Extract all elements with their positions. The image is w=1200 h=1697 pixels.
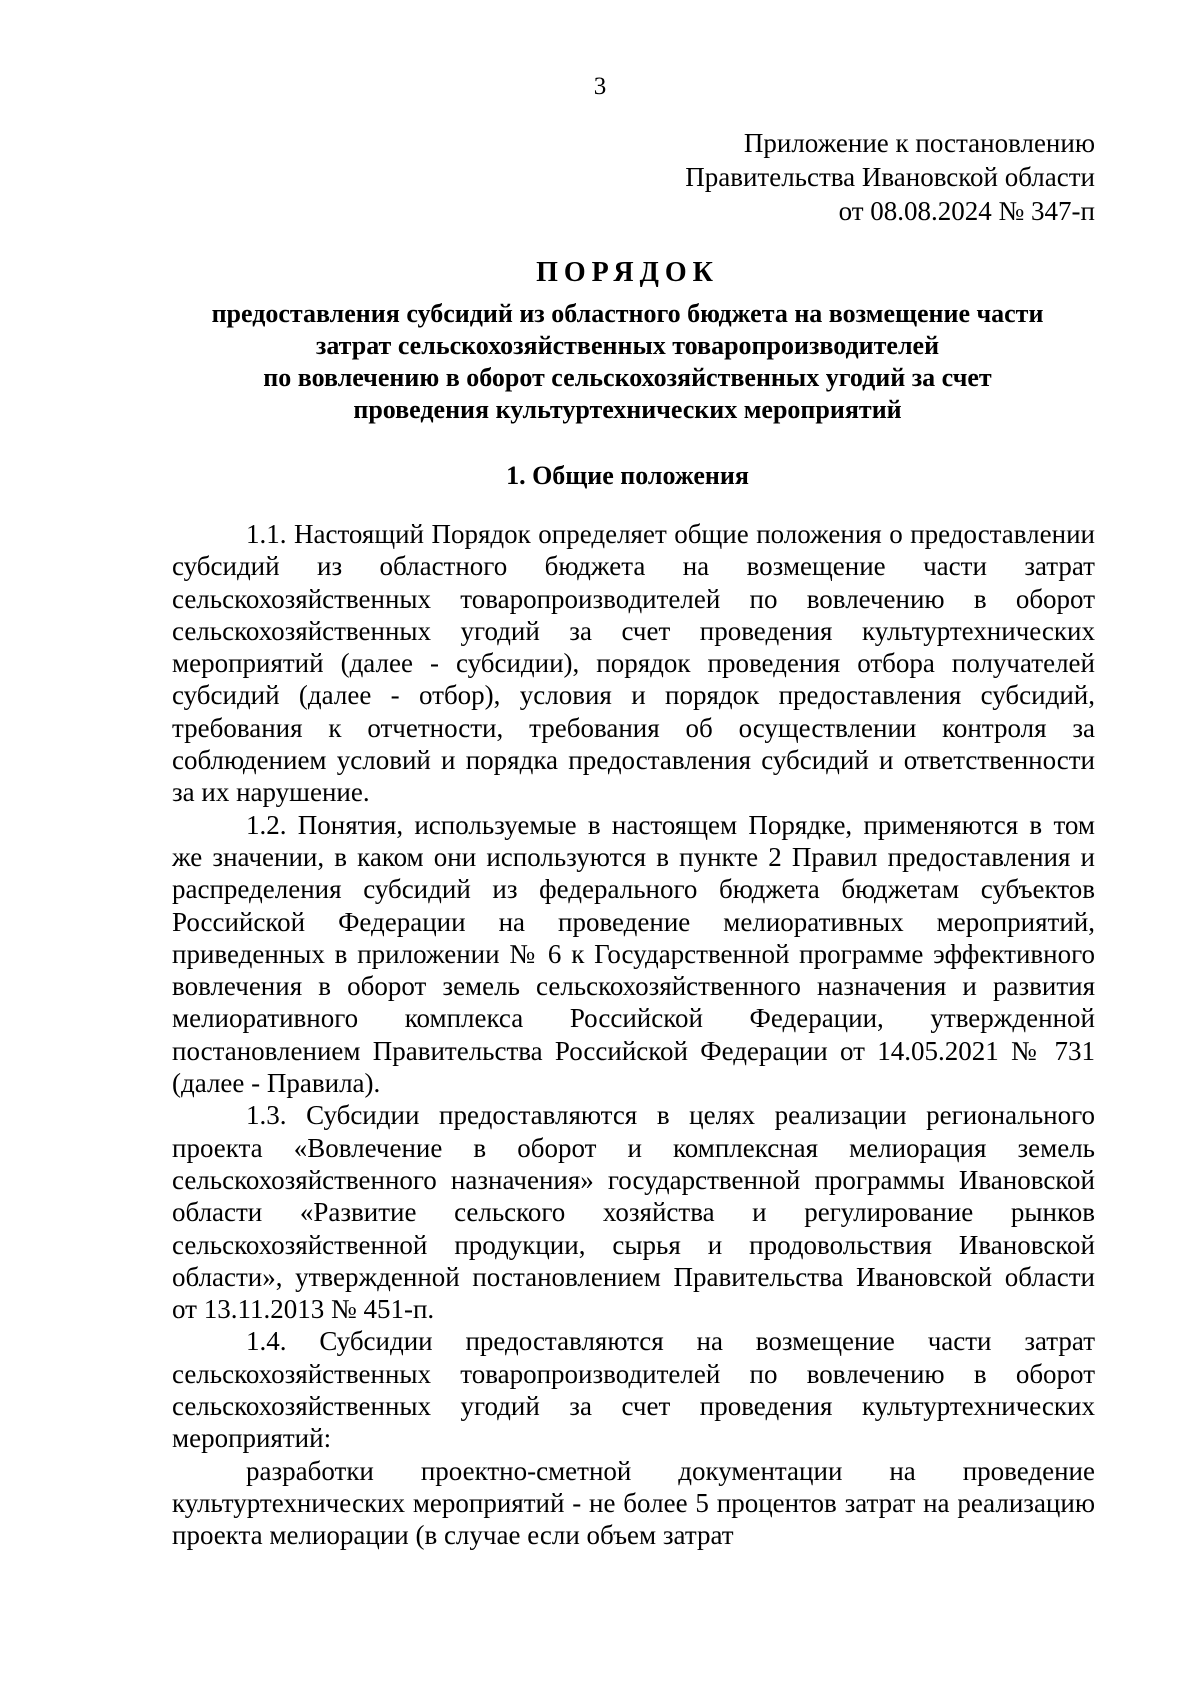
subtitle-line-3: по вовлечению в оборот сельскохозяйственных угодий за счет — [263, 363, 992, 392]
document-subtitle — [160, 298, 1095, 426]
paragraph-1-1: 1.1. Настоящий Порядок определяет общие положения о предоставлении субсидий из областного бюджета на возмещение части затрат сельскохозяйственных товаропроизводителей по вовлечению в оборот сельскохозяйственных угодий за счет проведения культуртехнических мероприятий (далее - субсидии), порядок проведения отбора получателей субсидий (далее - отбор), условия и порядок предоставления субсидий, требования к отчетности, требования об осуществлении контроля за соблюдением условий и порядка предоставления субсидий и ответственности за их нарушение. — [172, 519, 1095, 808]
appendix-block — [685, 126, 1095, 228]
document-title: ПОРЯДОК — [536, 257, 719, 288]
page-number: 3 — [593, 73, 607, 100]
appendix-line-2: Правительства Ивановской области — [685, 162, 1095, 192]
document-body — [172, 518, 1095, 1552]
section-heading: 1. Общие положения — [506, 461, 749, 490]
paragraph-design-docs: разработки проектно-сметной документации на проведение культуртехнических мероприятий - не более 5 процентов затрат на реализацию проекта мелиорации (в случае если объем затрат — [172, 1455, 1095, 1551]
title-block — [160, 256, 1095, 426]
paragraph-1-3: 1.3. Субсидии предоставляются в целях реализации регионального проекта «Вовлечение в оборот и комплексная мелиорация земель сельскохозяйственного назначения» государственной программы Ивановской области «Развитие сельского хозяйства и регулирование рынков сельскохозяйственной продукции, сырья и продовольствия Ивановской области», утвержденной постановлением Правительства Ивановской области от 13.11.2013 № 451-п. — [172, 1100, 1095, 1325]
appendix-line-3: от 08.08.2024 № 347-п — [838, 196, 1095, 226]
subtitle-line-1: предоставления субсидий из областного бюджета на возмещение части — [211, 299, 1044, 328]
paragraph-1-2: 1.2. Понятия, используемые в настоящем Порядке, применяются в том же значении, в каком они используются в пункте 2 Правил предоставления и распределения субсидий из федерального бюджета бюджетам субъектов Российской Федерации на проведение мелиоративных мероприятий, приведенных в приложении № 6 к Государственной программе эффективного вовлечения в оборот земель сельскохозяйственного назначения и развития мелиоративного комплекса Российской Федерации, утвержденной постановлением Правительства Российской Федерации от 14.05.2021 № 731 (далее - Правила). — [172, 809, 1095, 1099]
appendix-line-1: Приложение к постановлению — [743, 128, 1095, 158]
subtitle-line-2: затрат сельскохозяйственных товаропроизводителей — [315, 331, 940, 360]
paragraph-1-4: 1.4. Субсидии предоставляются на возмещение части затрат сельскохозяйственных товаропроизводителей по вовлечению в оборот сельскохозяйственных угодий за счет проведения культуртехнических мероприятий: — [172, 1326, 1095, 1454]
subtitle-line-4: проведения культуртехнических мероприятий — [353, 395, 902, 424]
